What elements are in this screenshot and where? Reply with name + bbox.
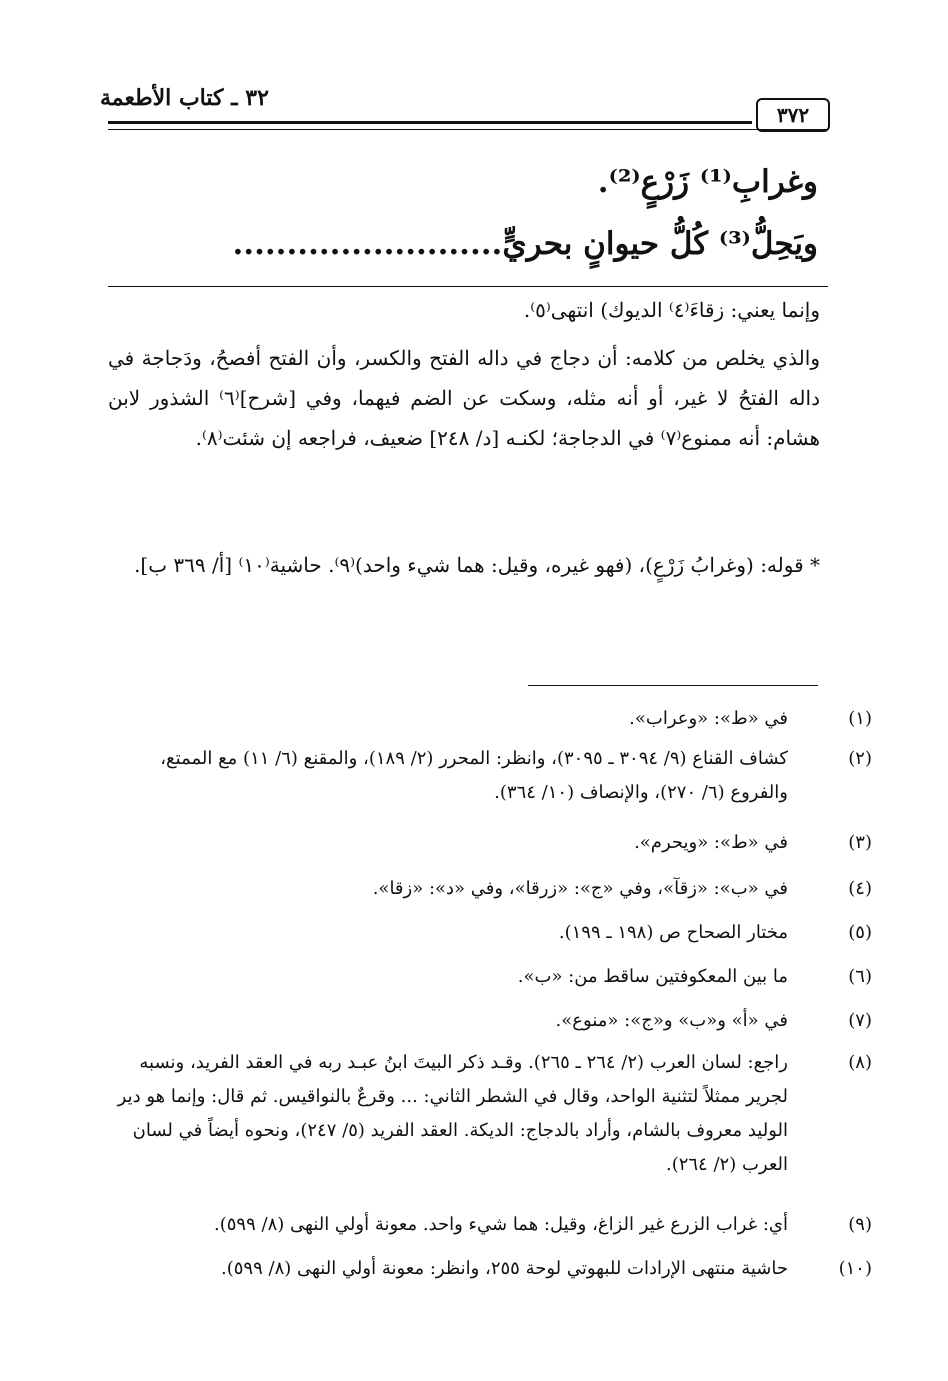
chapter-title: ٣٢ ـ كتاب الأطعمة [100, 85, 269, 111]
footnote-1 [108, 702, 872, 736]
footnote-10 [108, 1252, 872, 1286]
footnote-text: ما بين المعكوفتين ساقط من: «ب». [517, 966, 788, 987]
footnote-3 [108, 826, 872, 860]
commentary-paragraph-3: * قوله: (وغرابُ زَرْعٍ)، (فهو غيره، وقيل: هما شيء واحد)⁽٩⁾. حاشية⁽١٠⁾ [أ/ ٣٦٩ ب]. [134, 553, 820, 577]
footnote-text: في «ب»: «زقآ»، وفي «ج»: «زرقا»، وفي «د»: «زقا». [372, 878, 788, 899]
footnote-text: في «ط»: «وعراب». [629, 708, 788, 729]
footnote-text: في «ط»: «ويحرم». [634, 832, 788, 853]
footnote-number: (١) [848, 708, 872, 729]
footnote-separator [528, 685, 818, 686]
footnote-number: (٧) [848, 1010, 872, 1031]
footnote-5 [108, 916, 872, 950]
commentary-paragraph-2: والذي يخلص من كلامه: أن دجاج في داله الفتح والكسر، وأن الفتح أفصحُ، ودَجاجة في داله الفتحُ لا غير، أو أنه مثله، وسكت عن الضم فيهما، وفي [شرح]⁽٦⁾ الشذور لابن هشام: أنه ممنوع⁽٧⁾ في الدجاجة؛ لكنـه [د/ ٢٤٨] ضعيف، فراجعه إن شئت⁽٨⁾. [108, 346, 820, 450]
footnote-4 [108, 872, 872, 906]
header-rule-thick [108, 121, 752, 124]
footnote-number: (٩) [848, 1214, 872, 1235]
footnote-number: (٨) [848, 1052, 872, 1073]
footnote-text: مختار الصحاح ص (١٩٨ ـ ١٩٩). [558, 922, 788, 943]
header-rule-thin [108, 129, 828, 130]
footnote-text: أي: غراب الزرع غير الزاغ، وقيل: هما شيء واحد. معونة أولي النهى (٨/ ٥٩٩). [214, 1214, 788, 1235]
footnote-number: (١٠) [838, 1258, 872, 1279]
matn-line-2-text: ويَحِلُّ⁽³⁾ كُلُّ حيوانٍ بحريٍّ [502, 226, 818, 262]
commentary-paragraph-1: وإنما يعني: زقاءَ⁽٤⁾ الديوك) انتهى⁽٥⁾. [523, 298, 820, 322]
footnote-text: في «أ» و«ب» و«ج»: «منوع». [555, 1010, 788, 1031]
matn-line-1: وغرابِ⁽¹⁾ زَرْعٍ⁽²⁾. [597, 164, 818, 200]
footnote-number: (٦) [848, 966, 872, 987]
footnote-number: (٤) [848, 878, 872, 899]
matn-line-2 [110, 222, 818, 266]
page-number: ٣٧٢ [756, 98, 830, 132]
matn-dots: ......................... [232, 226, 503, 262]
footnote-number: (٢) [848, 748, 872, 769]
footnote-2 [108, 742, 872, 810]
footnote-text: كشاف القناع (٩/ ٣٠٩٤ ـ ٣٠٩٥)، وانظر: المحرر (٢/ ١٨٩)، والمقنع (٦/ ١١) مع الممتع، والفروع (٦/ ٢٧٠)، والإنصاف (١٠/ ٣٦٤). [160, 748, 788, 803]
footnote-9 [108, 1208, 872, 1242]
footnote-6 [108, 960, 872, 994]
footnote-7 [108, 1004, 872, 1038]
footnote-text: راجع: لسان العرب (٢/ ٢٦٤ ـ ٢٦٥). وقـد ذكر البيتَ ابنُ عبـد ربه في العقد الفريد، ونسبه لجرير ممثلاً لتثنية الواحد، وقال في الشطر الثاني: ... وقرعٌ بالنواقيس. ثم قال: وإنما هو دير الوليد معروف بالشام، وأراد بالدجاج: الديكة. العقد الفريد (٥/ ٢٤٧)، ونحوه أيضاً في لسان العرب (٢/ ٢٦٤). [117, 1052, 788, 1175]
footnote-8 [108, 1046, 872, 1182]
footnote-number: (٥) [848, 922, 872, 943]
footnote-number: (٣) [848, 832, 872, 853]
matn-separator [108, 286, 828, 287]
footnote-text: حاشية منتهى الإرادات للبهوتي لوحة ٢٥٥، وانظر: معونة أولي النهى (٨/ ٥٩٩). [221, 1258, 788, 1279]
